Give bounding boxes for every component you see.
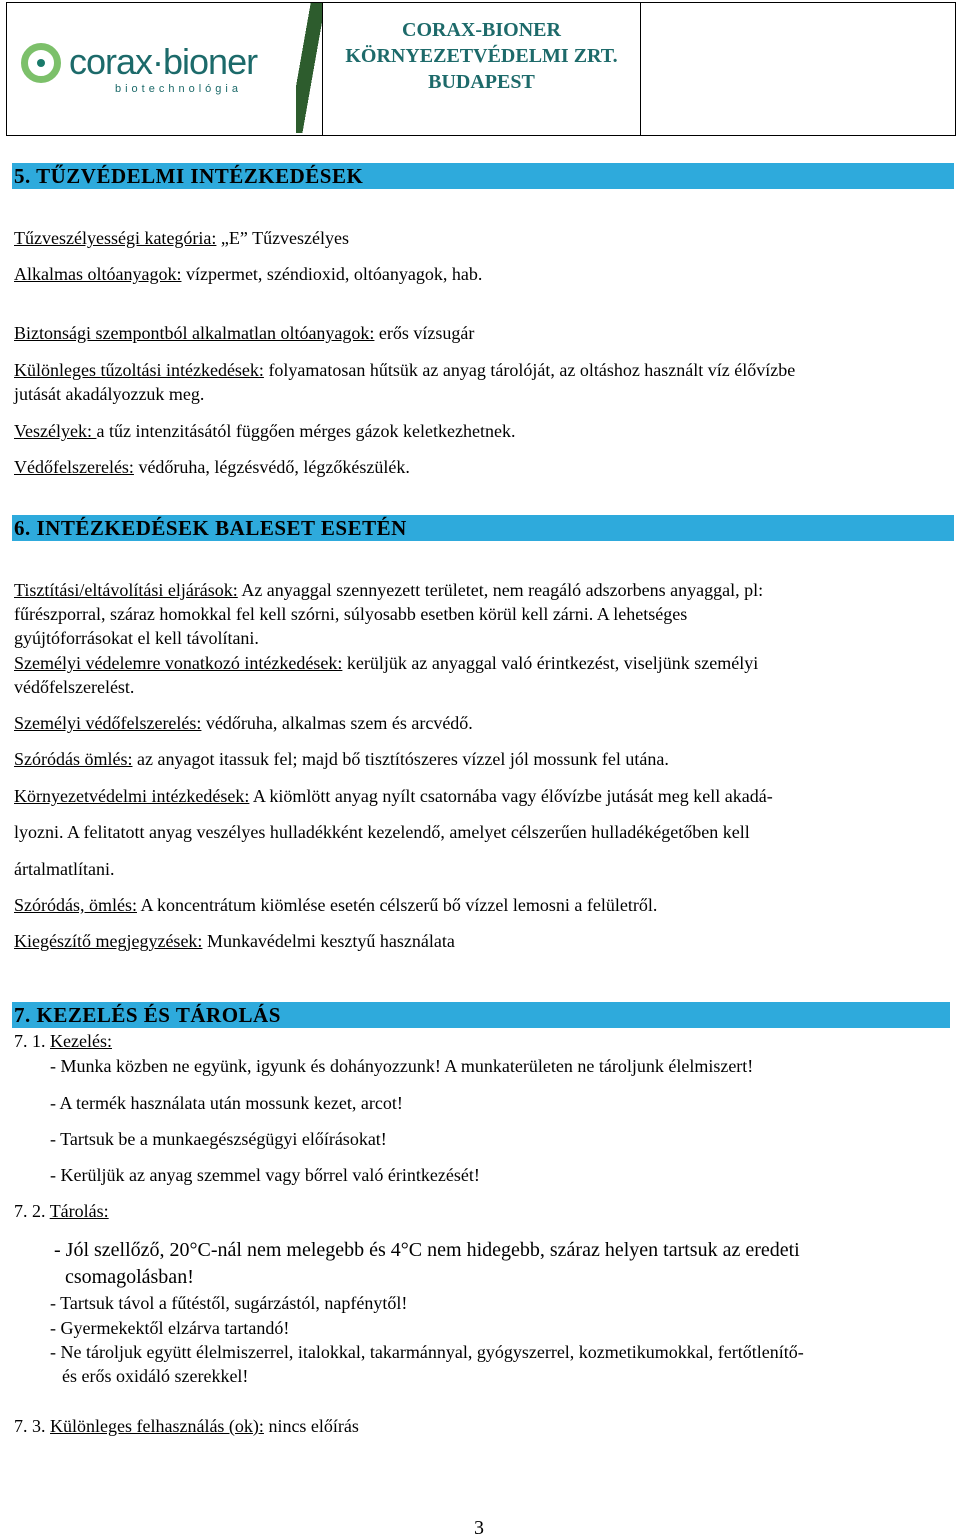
s5-line: Tűzveszélyességi kategória: „E” Tűzveszélyes [14, 228, 350, 248]
s7-line: - Jól szellőző, 20°C-nál nem melegebb és 4°C nem hidegebb, száraz helyen tartsuk az eredeti [54, 1239, 800, 1261]
s7-line: és erős oxidáló szerekkel! [62, 1366, 249, 1386]
s7-line: - Munka közben ne együnk, igyunk és dohányozzunk! A munkaterületen ne tároljunk élelmiszert! [50, 1056, 754, 1076]
s5-line: Különleges tűzoltási intézkedések: folyamatosan hűtsük az anyag tárolóját, az oltáshoz használt víz élővízbe [14, 360, 796, 380]
logo-ring-icon [21, 43, 61, 83]
s7-line: - Gyermekektől elzárva tartandó! [50, 1318, 290, 1338]
s6-line: Szóródás ömlés: az anyagot itassuk fel; majd bő tisztítószeres vízzel jól mossunk fel utána. [14, 749, 669, 769]
logo-subtitle: biotechnológia [115, 83, 242, 95]
section-5-heading: 5. TŰZVÉDELMI INTÉZKEDÉSEK [12, 163, 954, 189]
company-line-1: CORAX-BIONER [402, 19, 561, 41]
s7-line: csomagolásban! [65, 1266, 194, 1288]
s6-line: védőfelszerelést. [14, 677, 135, 697]
s5-line: Veszélyek: a tűz intenzitásától függően mérges gázok keletkezhetnek. [14, 421, 516, 441]
s6-line: Kiegészítő megjegyzések: Munkavédelmi kesztyű használata [14, 931, 455, 951]
s6-line: ártalmatlítani. [14, 859, 115, 879]
section-7-heading: 7. KEZELÉS ÉS TÁROLÁS [12, 1002, 950, 1028]
s7-line: 7. 1. Kezelés: [14, 1031, 112, 1051]
s7-line: - Ne tároljuk együtt élelmiszerrel, italokkal, takarmánnyal, gyógyszerrel, kozmetikumokkal, fertőtlenítő- [50, 1342, 804, 1362]
s5-line: Alkalmas oltóanyagok: vízpermet, széndioxid, oltóanyagok, hab. [14, 264, 483, 284]
s6-line: Tisztítási/eltávolítási eljárások: Az anyaggal szennyezett területet, nem reagáló adszorbens anyaggal, pl: [14, 580, 764, 600]
company-line-3: BUDAPEST [428, 71, 535, 93]
s5-line: Védőfelszerelés: védőruha, légzésvédő, légzőkészülék. [14, 457, 410, 477]
s6-line: Személyi védőfelszerelés: védőruha, alkalmas szem és arcvédő. [14, 713, 473, 733]
company-line-2: KÖRNYEZETVÉDELMI ZRT. [345, 45, 618, 67]
s7-line: 7. 2. Tárolás: [14, 1201, 109, 1221]
page-number: 3 [474, 1517, 484, 1539]
header-empty-cell [641, 3, 955, 135]
s6-line: Szóródás, ömlés: A koncentrátum kiömlése esetén célszerű bő vízzel lemosni a felületről. [14, 895, 658, 915]
s6-line: Környezetvédelmi intézkedések: A kiömlött anyag nyílt csatornába vagy élővízbe jutását meg kell akadá- [14, 786, 773, 806]
s7-line: - Tartsuk be a munkaegészségügyi előírásokat! [50, 1129, 387, 1149]
logo-text: corax·bioner [69, 41, 258, 82]
document-header [6, 2, 956, 136]
s7-line: 7. 3. Különleges felhasználás (ok): nincs előírás [14, 1416, 359, 1436]
s5-line: jutását akadályozzuk meg. [14, 384, 205, 404]
s6-line: Személyi védelemre vonatkozó intézkedések: kerüljük az anyaggal való érintkezést, viseljünk személyi [14, 653, 759, 673]
s6-line: lyozni. A felitatott anyag veszélyes hulladékként kezelendő, amelyet célszerűen hulladékégetőben kell [14, 822, 750, 842]
logo-stripe-decoration [296, 3, 322, 133]
company-name [323, 3, 641, 135]
company-logo [7, 3, 323, 135]
s6-line: fűrészporral, száraz homokkal fel kell szórni, súlyosabb esetben körül kell zárni. A lehetséges [14, 604, 688, 624]
s5-line: Biztonsági szempontból alkalmatlan oltóanyagok: erős vízsugár [14, 323, 475, 343]
s6-line: gyújtóforrásokat el kell távolítani. [14, 628, 259, 648]
s7-line: - Kerüljük az anyag szemmel vagy bőrrel való érintkezését! [50, 1165, 480, 1185]
section-6-heading: 6. INTÉZKEDÉSEK BALESET ESETÉN [12, 515, 954, 541]
s7-line: - Tartsuk távol a fűtéstől, sugárzástól, napfénytől! [50, 1293, 408, 1313]
s7-line: - A termék használata után mossunk kezet, arcot! [50, 1093, 403, 1113]
